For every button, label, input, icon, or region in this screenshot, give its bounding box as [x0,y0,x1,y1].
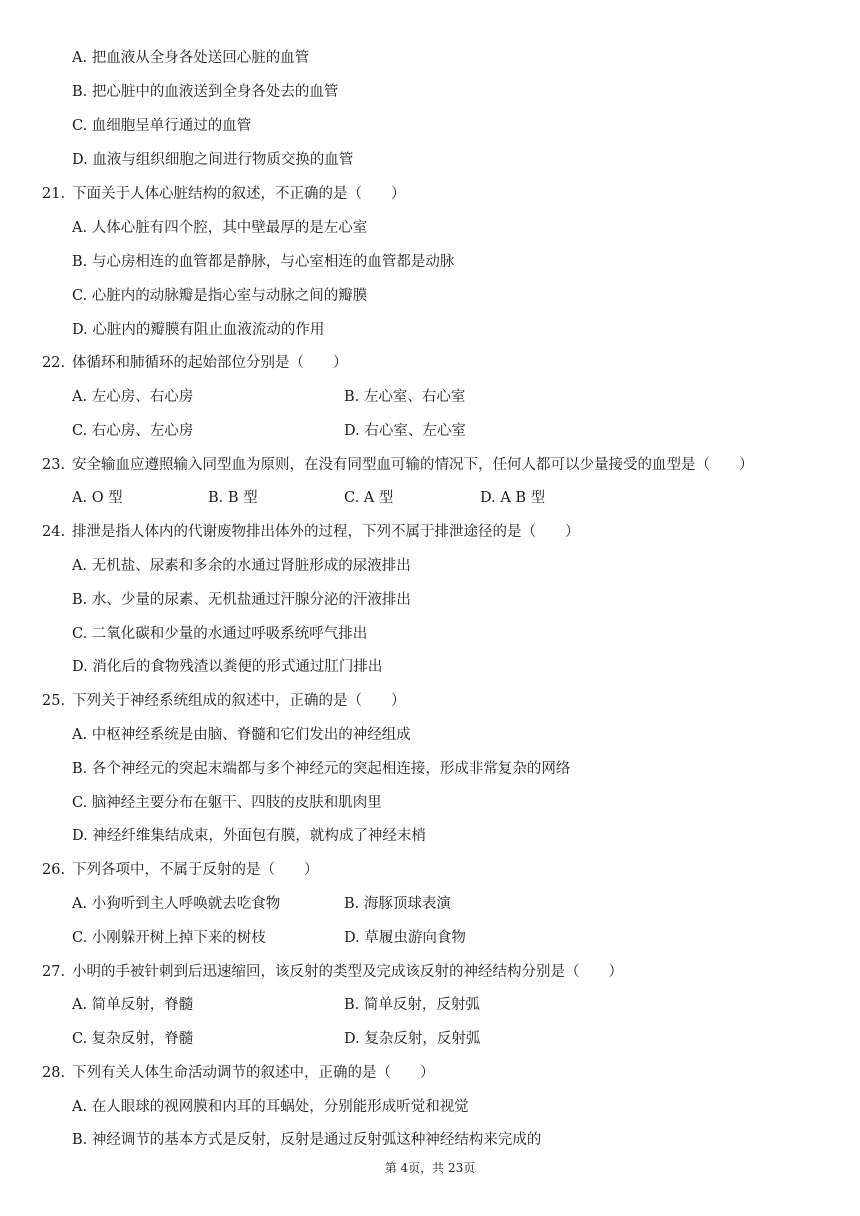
question-number: 21. [42,186,66,202]
question-26-stem [42,860,319,880]
question-27-option-d: D. 复杂反射，反射弧 [344,1031,481,1047]
question-number: 28. [42,1065,66,1081]
question-text: 体循环和肺循环的起始部位分别是（ ） [72,355,348,371]
question-number: 22. [42,355,66,371]
question-24-option-c: C. 二氧化碳和少量的水通过呼吸系统呼气排出 [72,626,368,642]
question-text: 下列有关人体生命活动调节的叙述中，正确的是（ ） [72,1065,435,1081]
question-text: 下面关于人体心脏结构的叙述，不正确的是（ ） [72,186,406,202]
question-25-option-b: B. 各个神经元的突起末端都与多个神经元的突起相连接，形成非常复杂的网络 [72,761,571,777]
question-22-option-d: D. 右心室、左心室 [344,423,466,439]
question-21-stem [42,184,406,204]
question-25-stem [42,691,406,711]
continuation-option-d: D. 血液与组织细胞之间进行物质交换的血管 [72,152,354,168]
question-25-option-c: C. 脑神经主要分布在躯干、四肢的皮肤和肌肉里 [72,795,382,811]
question-number: 24. [42,524,66,540]
question-text: 下列各项中，不属于反射的是（ ） [72,862,319,878]
question-23-option-d: D. A B 型 [480,490,546,506]
question-25-option-d: D. 神经纤维集结成束，外面包有膜，就构成了神经末梢 [72,828,426,844]
question-24-stem [42,522,580,542]
question-28-option-b: B. 神经调节的基本方式是反射，反射是通过反射弧这种神经结构来完成的 [72,1132,542,1148]
question-27-stem [42,962,623,982]
question-26-option-d: D. 草履虫游向食物 [344,930,466,946]
question-text: 排泄是指人体内的代谢废物排出体外的过程，下列不属于排泄途径的是（ ） [72,524,580,540]
question-27-option-a: A. 简单反射，脊髓 [72,997,194,1013]
question-25-option-a: A. 中枢神经系统是由脑、脊髓和它们发出的神经组成 [72,727,411,743]
question-26-option-c: C. 小刚躲开树上掉下来的树枝 [72,930,266,946]
question-21-option-a: A. 人体心脏有四个腔，其中壁最厚的是左心室 [72,220,368,236]
question-23-option-b: B. B 型 [208,490,258,506]
question-22-option-a: A. 左心房、右心房 [72,389,194,405]
question-23-stem [42,455,754,475]
continuation-option-a: A. 把血液从全身各处送回心脏的血管 [72,50,310,66]
question-27-option-c: C. 复杂反射，脊髓 [72,1031,194,1047]
question-26-option-a: A. 小狗听到主人呼唤就去吃食物 [72,896,281,912]
question-23-option-a: A. O 型 [72,490,123,506]
question-27-option-b: B. 简单反射，反射弧 [344,997,480,1013]
question-24-option-d: D. 消化后的食物残渣以粪便的形式通过肛门排出 [72,659,383,675]
question-23-option-c: C. A 型 [344,490,394,506]
question-28-option-a: A. 在人眼球的视网膜和内耳的耳蜗处，分别能形成听觉和视觉 [72,1099,469,1115]
question-22-option-c: C. 右心房、左心房 [72,423,194,439]
question-22-option-b: B. 左心室、右心室 [344,389,466,405]
question-21-option-c: C. 心脏内的动脉瓣是指心室与动脉之间的瓣膜 [72,288,368,304]
question-number: 26. [42,862,66,878]
question-number: 25. [42,693,66,709]
question-24-option-a: A. 无机盐、尿素和多余的水通过肾脏形成的尿液排出 [72,558,411,574]
question-21-option-b: B. 与心房相连的血管都是静脉，与心室相连的血管都是动脉 [72,254,455,270]
question-22-stem [42,353,348,373]
page-footer: 第 4页，共 23页 [384,1161,476,1175]
question-text: 小明的手被针刺到后迅速缩回，该反射的类型及完成该反射的神经结构分别是（ ） [72,964,623,980]
question-text: 安全输血应遵照输入同型血为原则，在没有同型血可输的情况下，任何人都可以少量接受的血型是（ ） [72,457,754,473]
question-21-option-d: D. 心脏内的瓣膜有阻止血液流动的作用 [72,322,325,338]
question-28-stem [42,1063,435,1083]
question-26-option-b: B. 海豚顶球表演 [344,896,451,912]
question-text: 下列关于神经系统组成的叙述中，正确的是（ ） [72,693,406,709]
continuation-option-c: C. 血细胞呈单行通过的血管 [72,118,252,134]
question-number: 27. [42,964,66,980]
question-24-option-b: B. 水、少量的尿素、无机盐通过汗腺分泌的汗液排出 [72,592,411,608]
continuation-option-b: B. 把心脏中的血液送到全身各处去的血管 [72,84,339,100]
question-number: 23. [42,457,66,473]
